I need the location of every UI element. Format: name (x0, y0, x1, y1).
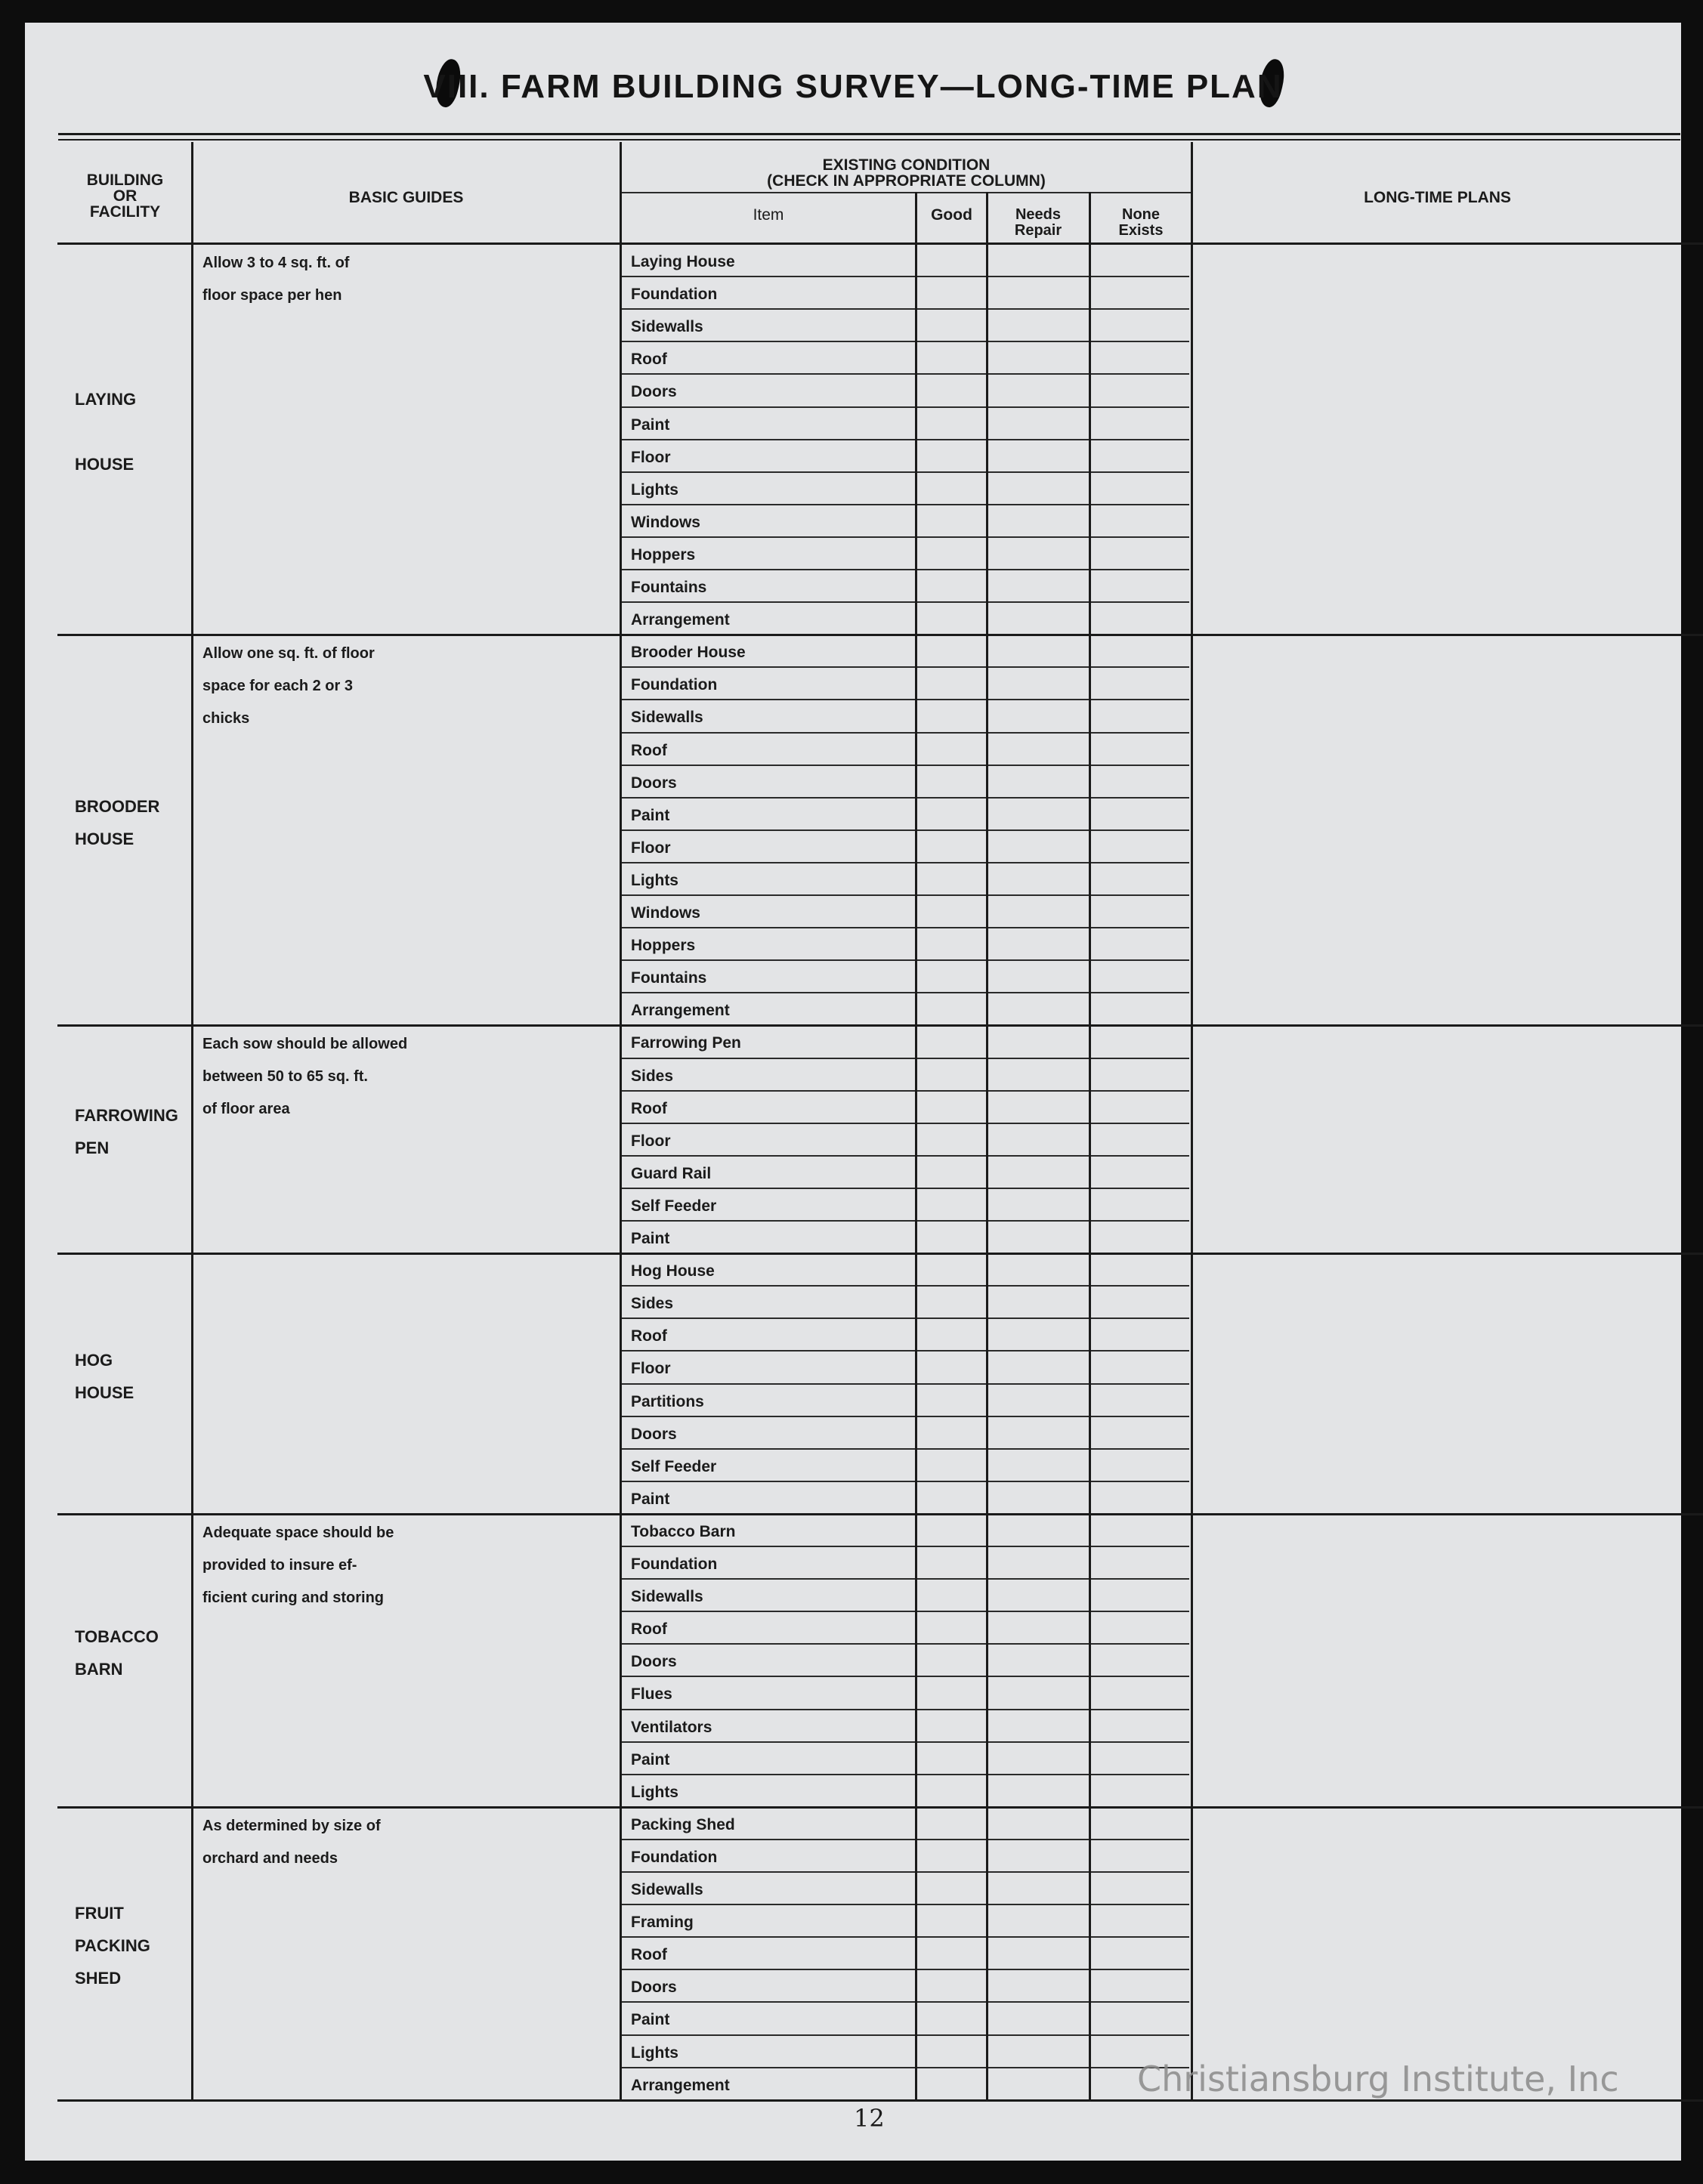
item-label: Roof (631, 1620, 667, 1639)
section-divider (57, 1024, 1703, 1027)
checkbox-row-line (621, 927, 1189, 928)
item-label: Lights (631, 2043, 678, 2062)
checkbox-row-line (621, 1188, 1189, 1189)
item-label: Arrangement (631, 611, 730, 629)
item-label: Paint (631, 1750, 670, 1769)
column-line-item (915, 192, 917, 2100)
item-label: Ventilators (631, 1718, 712, 1736)
item-label: Roof (631, 741, 667, 759)
item-label: Partitions (631, 1392, 704, 1410)
item-label: Roof (631, 1099, 667, 1117)
basic-guide-text: Allow 3 to 4 sq. ft. of floor space per hen (202, 255, 350, 304)
item-label: Tobacco Barn (631, 1522, 736, 1540)
header-basic-guides: BASIC GUIDES (348, 189, 464, 206)
header-needs-repair: Needs Repair (1014, 206, 1062, 239)
item-label: Paint (631, 806, 670, 824)
section-divider (57, 1513, 1703, 1515)
header-good: Good (931, 206, 972, 224)
page-title: VIII. FARM BUILDING SURVEY—LONG-TIME PLAN (423, 68, 1283, 105)
checkbox-row-line (621, 2067, 1189, 2068)
checkbox-row-line (621, 1090, 1189, 1092)
section-divider (57, 1253, 1703, 1255)
item-label: Foundation (631, 1848, 718, 1866)
item-label: Lights (631, 1783, 678, 1801)
item-label: Floor (631, 448, 671, 466)
item-label: Foundation (631, 1555, 718, 1573)
item-label: Self Feeder (631, 1197, 717, 1215)
checkbox-row-line (621, 992, 1189, 993)
building-name: BROODER HOUSE (75, 796, 160, 848)
checkbox-row-line (621, 536, 1189, 538)
basic-guide-text: Each sow should be allowed between 50 to 65 sq. ft. of floor area (202, 1036, 408, 1118)
checkbox-row-line (621, 2001, 1189, 2003)
checkbox-row-line (621, 732, 1189, 734)
item-label: Roof (631, 351, 667, 369)
basic-guide-text: Allow one sq. ft. of floor space for each 2 or 3 chicks (202, 645, 375, 727)
header-existing-condition: EXISTING CONDITION (CHECK IN APPROPRIATE COLUMN) (767, 156, 1046, 190)
item-label: Doors (631, 383, 677, 401)
item-label: Hoppers (631, 545, 696, 564)
checkbox-row-line (621, 569, 1189, 570)
section-divider (57, 1806, 1703, 1809)
building-name: FRUIT PACKING SHED (75, 1904, 150, 1988)
section-divider (57, 634, 1703, 636)
checkbox-row-line (621, 1123, 1189, 1124)
header-none-exists: None Exists (1118, 206, 1164, 239)
item-label: Doors (631, 1653, 677, 1671)
item-label: Self Feeder (631, 1457, 717, 1475)
checkbox-row-line (621, 439, 1189, 440)
building-name: TOBACCO BARN (75, 1626, 159, 1679)
checkbox-row-line (621, 1676, 1189, 1677)
item-label: Sides (631, 1067, 674, 1085)
item-label: Doors (631, 1979, 677, 1997)
building-name: FARROWING PEN (75, 1106, 178, 1158)
checkbox-row-line (621, 1741, 1189, 1743)
building-name: HOG HOUSE (75, 1350, 134, 1402)
checkbox-row-line (621, 1350, 1189, 1351)
item-label: Paint (631, 415, 670, 434)
item-label: Hog House (631, 1262, 715, 1280)
item-label: Windows (631, 513, 700, 531)
checkbox-row-line (621, 1416, 1189, 1417)
checkbox-row-line (621, 1546, 1189, 1547)
checkbox-row-line (621, 1774, 1189, 1775)
item-label: Fountains (631, 579, 707, 596)
checkbox-row-line (621, 2034, 1189, 2036)
item-label: Foundation (631, 286, 718, 304)
item-label: Fountains (631, 969, 707, 987)
section-divider (57, 2099, 1703, 2102)
checkbox-row-line (621, 1383, 1189, 1385)
item-label: Packing Shed (631, 1815, 735, 1833)
checkbox-row-line (621, 341, 1189, 342)
header-building: BUILDING OR FACILITY (86, 171, 164, 221)
checkbox-row-line (621, 1578, 1189, 1580)
item-label: Lights (631, 871, 678, 889)
item-label: Arrangement (631, 2076, 730, 2094)
item-label: Arrangement (631, 1002, 730, 1020)
checkbox-row-line (621, 1839, 1189, 1840)
item-label: Sidewalls (631, 1588, 703, 1606)
item-label: Floor (631, 839, 671, 857)
checkbox-row-line (621, 666, 1189, 668)
item-label: Paint (631, 1490, 670, 1508)
checkbox-row-line (621, 373, 1189, 375)
item-label: Farrowing Pen (631, 1034, 741, 1052)
item-label: Foundation (631, 676, 718, 694)
header-bottom-rule (57, 242, 1703, 245)
header-long-time-plans: LONG-TIME PLANS (1364, 189, 1511, 206)
item-label: Sidewalls (631, 1881, 703, 1898)
item-label: Floor (631, 1132, 671, 1150)
item-label: Roof (631, 1327, 667, 1345)
checkbox-row-line (621, 797, 1189, 799)
item-label: Sides (631, 1295, 674, 1313)
item-label: Brooder House (631, 644, 746, 662)
item-label: Guard Rail (631, 1164, 712, 1182)
watermark: Christiansburg Institute, Inc (1137, 2059, 1619, 2099)
item-label: Lights (631, 480, 678, 499)
checkbox-row-line (621, 1643, 1189, 1645)
checkbox-row-line (621, 894, 1189, 896)
item-label: Sidewalls (631, 709, 703, 727)
checkbox-row-line (621, 829, 1189, 831)
checkbox-row-line (621, 1058, 1189, 1059)
item-label: Sidewalls (631, 318, 703, 336)
checkbox-row-line (621, 1611, 1189, 1612)
checkbox-row-line (621, 276, 1189, 277)
column-line-building (191, 142, 193, 2100)
item-label: Doors (631, 774, 677, 792)
item-label: Floor (631, 1360, 671, 1378)
checkbox-row-line (621, 1220, 1189, 1222)
checkbox-row-line (621, 765, 1189, 766)
column-line-guides (620, 142, 622, 2100)
basic-guide-text: As determined by size of orchard and needs (202, 1817, 381, 1867)
item-label: Windows (631, 904, 700, 922)
page-number: 12 (854, 2104, 885, 2133)
checkbox-row-line (621, 862, 1189, 863)
checkbox-row-line (621, 1904, 1189, 1905)
item-label: Paint (631, 2011, 670, 2029)
item-label: Doors (631, 1425, 677, 1443)
checkbox-row-line (621, 308, 1189, 310)
checkbox-row-line (621, 471, 1189, 473)
checkbox-row-line (621, 959, 1189, 961)
checkbox-row-line (621, 1155, 1189, 1157)
top-rule-thin (58, 139, 1680, 141)
header-divider-existing (621, 192, 1191, 193)
top-rule (58, 133, 1680, 135)
item-label: Paint (631, 1230, 670, 1247)
basic-guide-text: Adequate space should be provided to insure ef- ficient curing and storing (202, 1524, 394, 1606)
checkbox-row-line (621, 1871, 1189, 1873)
checkbox-row-line (621, 1448, 1189, 1450)
item-label: Hoppers (631, 937, 696, 955)
checkbox-row-line (621, 1481, 1189, 1482)
item-label: Laying House (631, 253, 735, 270)
checkbox-row-line (621, 1969, 1189, 1970)
column-line-none (1191, 142, 1193, 2100)
checkbox-row-line (621, 504, 1189, 505)
building-name: LAYING HOUSE (75, 390, 137, 474)
checkbox-row-line (621, 1709, 1189, 1710)
column-line-good (986, 192, 988, 2100)
item-label: Roof (631, 1946, 667, 1964)
checkbox-row-line (621, 699, 1189, 700)
header-item: Item (753, 206, 784, 224)
item-label: Flues (631, 1685, 672, 1704)
column-line-repair (1089, 192, 1091, 2100)
checkbox-row-line (621, 601, 1189, 603)
checkbox-row-line (621, 406, 1189, 408)
item-label: Framing (631, 1914, 694, 1932)
checkbox-row-line (621, 1318, 1189, 1319)
checkbox-row-line (621, 1936, 1189, 1938)
checkbox-row-line (621, 1285, 1189, 1287)
